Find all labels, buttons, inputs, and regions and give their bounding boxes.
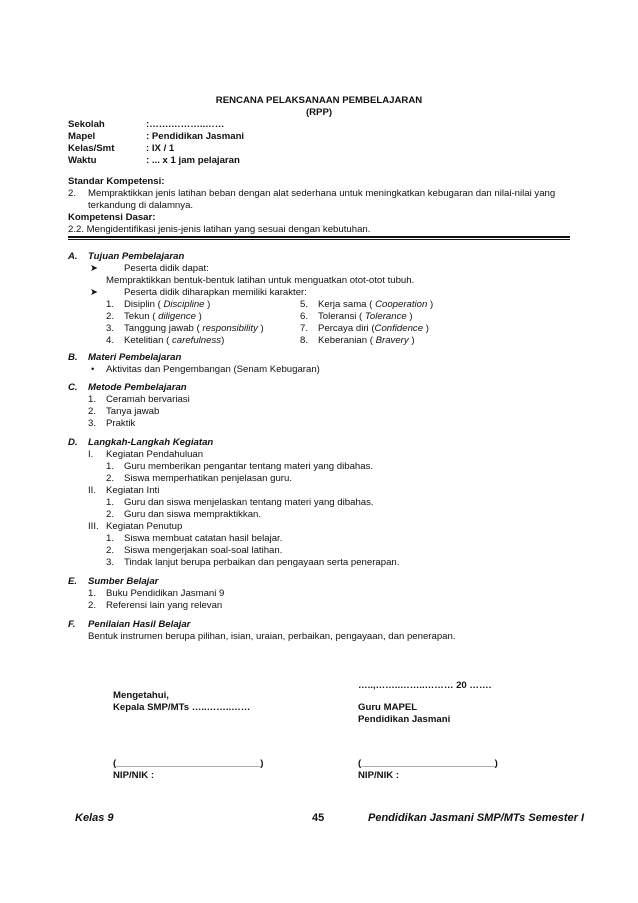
trait-item: Tanggung jawab ( responsibility ) xyxy=(124,323,264,334)
list-number: 3. xyxy=(88,418,97,429)
list-number: 1. xyxy=(106,461,115,472)
label-sekolah: Sekolah xyxy=(68,119,105,130)
trait-item: Ketelitian ( carefulness) xyxy=(124,335,225,346)
bullet-dot-icon: • xyxy=(91,364,95,375)
penilaian-text: Bentuk instrumen berupa pilihan, isian, uraian, perbaikan, pengayaan, dan penerapan. xyxy=(88,631,456,642)
standar-number: 2. xyxy=(68,188,77,199)
kompetensi-text: 2.2. Mengidentifikasi jenis-jenis latihan yang sesuai dengan kebutuhan. xyxy=(68,224,371,235)
section-f-title: Penilaian Hasil Belajar xyxy=(88,619,191,630)
trait-item: Percaya diri (Confidence ) xyxy=(318,323,429,334)
list-number: 1. xyxy=(106,497,115,508)
list-number: 2. xyxy=(88,406,97,417)
list-item: Tindak lanjut berupa perbaikan dan pengayaan serta penerapan. xyxy=(124,557,400,568)
tujuan-bullet-1: Peserta didik dapat: xyxy=(124,263,209,274)
section-b-title: Materi Pembelajaran xyxy=(88,352,182,363)
kompetensi-heading: Kompetensi Dasar: xyxy=(68,212,156,223)
section-c-title: Metode Pembelajaran xyxy=(88,382,187,393)
list-number: 2. xyxy=(106,545,115,556)
section-e-title: Sumber Belajar xyxy=(88,576,159,587)
divider-thick xyxy=(68,236,570,238)
list-item: Praktik xyxy=(106,418,136,429)
standar-text-1: Mempraktikkan jenis latihan beban dengan alat sederhana untuk meningkatkan kebugaran dan nilai-nilai yang xyxy=(88,188,556,199)
trait-number: 7. xyxy=(300,323,309,334)
label-waktu: Waktu xyxy=(68,155,97,166)
list-item: Ceramah bervariasi xyxy=(106,394,190,405)
section-d-title: Langkah-Langkah Kegiatan xyxy=(88,437,214,448)
list-item: Siswa membuat catatan hasil belajar. xyxy=(124,533,283,544)
trait-item: Keberanian ( Bravery ) xyxy=(318,335,415,346)
list-item: Tanya jawab xyxy=(106,406,160,417)
tujuan-bullet-2: Peserta didik diharapkan memiliki karakter: xyxy=(124,287,307,298)
trait-number: 4. xyxy=(106,335,115,346)
section-f-letter: F. xyxy=(68,619,76,630)
document-title: RENCANA PELAKSANAAN PEMBELAJARAN xyxy=(215,95,423,106)
section-c-letter: C. xyxy=(68,382,78,393)
list-number: 2. xyxy=(106,473,115,484)
trait-number: 5. xyxy=(300,299,309,310)
section-a-title: Tujuan Pembelajaran xyxy=(88,251,185,262)
trait-number: 6. xyxy=(300,311,309,322)
trait-item: Toleransi ( Tolerance ) xyxy=(318,311,413,322)
arrow-bullet-icon: ➤ xyxy=(90,287,99,298)
list-item: Siswa mengerjakan soal-soal latihan. xyxy=(124,545,283,556)
sign-left-nip: NIP/NIK : xyxy=(113,770,155,781)
sign-left-line1: Mengetahui, xyxy=(113,690,169,701)
trait-number: 2. xyxy=(106,311,115,322)
list-item: Guru dan siswa menjelaskan tentang materi yang dibahas. xyxy=(124,497,374,508)
group-title: Kegiatan Inti xyxy=(106,485,160,496)
list-number: 1. xyxy=(106,533,115,544)
list-item: Referensi lain yang relevan xyxy=(106,600,223,611)
place-date: …..,……..……..……… 20 ……. xyxy=(358,680,492,691)
group-title: Kegiatan Pendahuluan xyxy=(106,449,204,460)
trait-number: 3. xyxy=(106,323,115,334)
section-e-letter: E. xyxy=(68,576,78,587)
trait-item: Kerja sama ( Cooperation ) xyxy=(318,299,434,310)
list-number: 2. xyxy=(88,600,97,611)
arrow-bullet-icon: ➤ xyxy=(90,263,99,274)
group-title: Kegiatan Penutup xyxy=(106,521,183,532)
list-item: Guru memberikan pengantar tentang materi yang dibahas. xyxy=(124,461,374,472)
list-number: 3. xyxy=(106,557,115,568)
value-mapel: : Pendidikan Jasmani xyxy=(146,131,245,142)
section-d-letter: D. xyxy=(68,437,78,448)
document-subtitle: (RPP) xyxy=(305,107,333,118)
standar-text-2: terkandung di dalamnya. xyxy=(88,200,194,211)
sign-left-blank: (___________________________) xyxy=(113,758,264,769)
list-item: Guru dan siswa mempraktikkan. xyxy=(124,509,262,520)
list-number: 1. xyxy=(88,394,97,405)
section-b-letter: B. xyxy=(68,352,78,363)
sign-right-line1: Guru MAPEL xyxy=(358,702,418,713)
section-a-letter: A. xyxy=(68,251,78,262)
footer-left: Kelas 9 xyxy=(75,812,114,824)
sign-right-blank: (_________________________) xyxy=(358,758,498,769)
trait-number: 1. xyxy=(106,299,115,310)
sign-left-line2: Kepala SMP/MTs …..……..…… xyxy=(113,702,251,713)
list-item: Siswa memperhatikan penjelasan guru. xyxy=(124,473,292,484)
page-number: 45 xyxy=(312,812,325,824)
value-waktu: : ... x 1 jam pelajaran xyxy=(146,155,240,166)
value-sekolah: :…….………..…… xyxy=(146,119,225,130)
trait-item: Tekun ( diligence ) xyxy=(124,311,202,322)
list-number: 1. xyxy=(88,588,97,599)
value-kelas: : IX / 1 xyxy=(146,143,175,154)
group-number: I. xyxy=(88,449,94,460)
divider-thin xyxy=(68,239,570,240)
label-mapel: Mapel xyxy=(68,131,96,142)
tujuan-bullet-1-text: Mempraktikkan bentuk-bentuk latihan untuk menguatkan otot-otot tubuh. xyxy=(106,275,415,286)
group-number: III. xyxy=(88,521,99,532)
standar-heading: Standar Kompetensi: xyxy=(68,176,165,187)
list-number: 2. xyxy=(106,509,115,520)
trait-number: 8. xyxy=(300,335,309,346)
sign-right-nip: NIP/NIK : xyxy=(358,770,400,781)
sign-right-line2: Pendidikan Jasmani xyxy=(358,714,451,725)
trait-item: Disiplin ( Discipline ) xyxy=(124,299,211,310)
label-kelas: Kelas/Smt xyxy=(68,143,115,154)
footer-right: Pendidikan Jasmani SMP/MTs Semester I xyxy=(368,812,585,824)
list-item: Buku Pendidikan Jasmani 9 xyxy=(106,588,225,599)
materi-item: Aktivitas dan Pengembangan (Senam Kebugaran) xyxy=(106,364,320,375)
group-number: II. xyxy=(88,485,96,496)
